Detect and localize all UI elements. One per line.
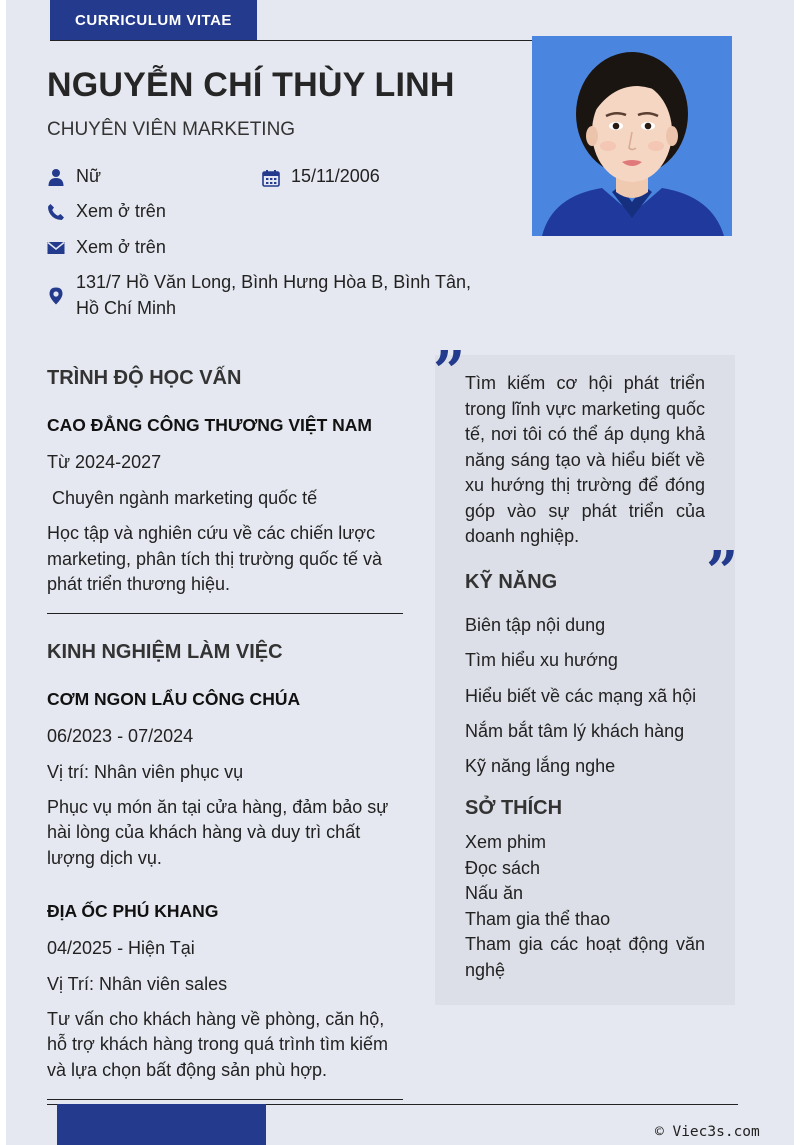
job-position: Vị trí: Nhân viên phục vụ xyxy=(47,762,244,782)
job-period: 06/2023 - 07/2024 xyxy=(47,726,194,746)
education-desc-line: Học tập và nghiên cứu về các chiến lược xyxy=(47,523,376,543)
job-desc-line: hài lòng của khách hàng và duy trì chất xyxy=(47,822,361,842)
birthdate-value: 15/11/2006 xyxy=(291,166,380,186)
person-icon xyxy=(47,168,65,186)
education-period: Từ 2024-2027 xyxy=(47,452,162,472)
skill-item: Kỹ năng lắng nghe xyxy=(465,756,616,776)
education-major: Chuyên ngành marketing quốc tế xyxy=(47,488,318,508)
hobby-item: Xem phim xyxy=(465,832,547,852)
candidate-name: NGUYỄN CHÍ THÙY LINH xyxy=(47,66,455,104)
profile-photo xyxy=(532,36,732,236)
education-heading: TRÌNH ĐỘ HỌC VẤN xyxy=(47,367,242,389)
hobby-item: Nấu ăn xyxy=(465,883,524,903)
section-divider xyxy=(47,1099,403,1100)
skill-item: Biên tập nội dung xyxy=(465,615,606,635)
header-divider xyxy=(50,40,532,41)
curriculum-vitae-tab: CURRICULUM VITAE xyxy=(50,0,257,40)
hobby-item: Đọc sách xyxy=(465,858,541,878)
email-value: Xem ở trên xyxy=(76,237,166,257)
job-desc-line: Phục vụ món ăn tại cửa hàng, đảm bảo sự xyxy=(47,797,389,817)
hobby-item: Tham gia các hoạt động văn nghệ xyxy=(465,934,705,980)
section-divider xyxy=(47,613,403,614)
education-desc-line: phát triển thương hiệu. xyxy=(47,574,230,594)
footer-accent-block xyxy=(57,1104,266,1145)
job-position: Vị Trí: Nhân viên sales xyxy=(47,974,228,994)
job-desc-line: lượng dịch vụ. xyxy=(47,848,162,868)
job-period: 04/2025 - Hiện Tại xyxy=(47,938,195,958)
address-line-2: Hồ Chí Minh xyxy=(76,298,177,318)
job-company: CƠM NGON LẨU CÔNG CHÚA xyxy=(47,689,301,709)
location-pin-icon xyxy=(47,287,65,305)
skill-item: Nắm bắt tâm lý khách hàng xyxy=(465,721,685,741)
job-desc-line: hỗ trợ khách hàng trong quá trình tìm kiếm xyxy=(47,1034,388,1054)
quote-close-icon: ” xyxy=(706,539,739,605)
envelope-icon xyxy=(47,239,65,257)
skill-item: Tìm hiểu xu hướng xyxy=(465,650,618,670)
experience-heading: KINH NGHIỆM LÀM VIỆC xyxy=(47,641,283,663)
education-desc-line: marketing, phân tích thị trường quốc tế và xyxy=(47,549,383,569)
phone-value: Xem ở trên xyxy=(76,201,166,221)
skill-item: Hiểu biết về các mạng xã hội xyxy=(465,686,697,706)
hobby-item: Tham gia thể thao xyxy=(465,909,611,929)
career-objective: Tìm kiếm cơ hội phát triển trong lĩnh vực marketing quốc tế, nơi tôi có thể áp dụng khả năng sáng tạo và hiểu biết về xu hướng thị trường để đóng góp vào sự phát triển của doanh nghiệp. xyxy=(465,373,705,546)
skills-heading: KỸ NĂNG xyxy=(465,571,558,593)
footer-credit: © Viec3s.com xyxy=(655,1124,760,1140)
quote-open-icon: ” xyxy=(433,339,466,405)
address-line-1: 131/7 Hồ Văn Long, Bình Hưng Hòa B, Bình Tân, xyxy=(76,272,471,292)
phone-icon xyxy=(47,203,65,221)
school-name: CAO ĐẲNG CÔNG THƯƠNG VIỆT NAM xyxy=(47,415,372,435)
hobbies-heading: SỞ THÍCH xyxy=(465,797,563,819)
gender-value: Nữ xyxy=(76,166,102,186)
candidate-job-title: CHUYÊN VIÊN MARKETING xyxy=(47,119,296,140)
job-desc-line: và lựa chọn bất động sản phù hợp. xyxy=(47,1060,328,1080)
calendar-icon xyxy=(262,169,280,187)
job-desc-line: Tư vấn cho khách hàng về phòng, căn hộ, xyxy=(47,1009,385,1029)
job-company: ĐỊA ỐC PHÚ KHANG xyxy=(47,901,219,921)
